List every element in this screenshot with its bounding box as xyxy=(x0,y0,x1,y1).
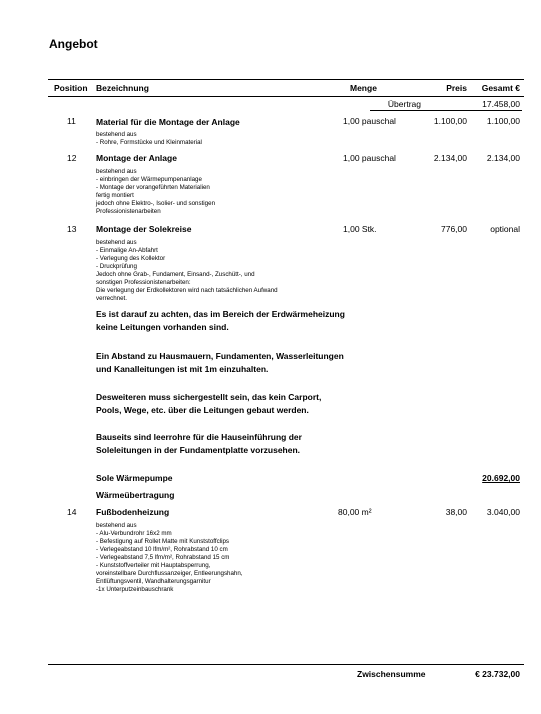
item-total: 1.100,00 xyxy=(486,116,520,126)
item-quantity: 80,00 m² xyxy=(338,507,372,517)
col-header-gesamt: Gesamt € xyxy=(481,83,520,93)
item-desc-line: - Einmalige An-Abfahrt xyxy=(96,247,158,254)
col-header-preis: Preis xyxy=(446,83,467,93)
item-desc-line: - Druckprüfung xyxy=(96,263,137,270)
item-desc-line: Entlüftungsventil, Wandhalterungsgarnitur xyxy=(96,578,211,585)
section-heading: Wärmeübertragung xyxy=(96,490,175,500)
item-desc-line: -1x Unterputzeinbauschrank xyxy=(96,586,174,593)
note-paragraph: Ein Abstand zu Hausmauern, Fundamenten, Wasserleitungen und Kanalleitungen ist mit 1m einzuhalten. xyxy=(96,351,344,374)
col-header-position: Position xyxy=(54,83,88,93)
item-desc-line: fertig montiert xyxy=(96,192,134,199)
uebertrag-label: Übertrag xyxy=(387,99,421,109)
item-desc-line: bestehend aus xyxy=(96,168,137,175)
item-desc-line: - Verlegung des Kollektor xyxy=(96,255,166,262)
item-name: Montage der Solekreise xyxy=(96,224,192,234)
footer-subtotal-value: € 23.732,00 xyxy=(475,669,520,679)
item-desc-line: Professionistenarbeiten xyxy=(96,208,161,215)
item-desc-line: bestehend aus xyxy=(96,131,137,138)
note-paragraph: Es ist darauf zu achten, das im Bereich der Erdwärmeheizung keine Leitungen vorhanden sind. xyxy=(96,309,345,332)
item-desc-line: Jedoch ohne Grab-, Fundament, Einsand-, Zuschütt-, und xyxy=(96,271,255,278)
note-paragraph: Desweiteren muss sichergestellt sein, das kein Carport, Pools, Wege, etc. über die Leitungen gebaut werden. xyxy=(96,392,322,415)
footer-subtotal-label: Zwischensumme xyxy=(357,669,426,679)
item-quantity: 1,00 pauschal xyxy=(343,153,396,163)
item-price: 2.134,00 xyxy=(433,153,467,163)
col-header-bezeichnung: Bezeichnung xyxy=(96,83,149,93)
item-desc-line: bestehend aus xyxy=(96,522,137,529)
item-desc-line: bestehend aus xyxy=(96,239,137,246)
item-total: optional xyxy=(490,224,520,234)
item-name: Material für die Montage der Anlage xyxy=(96,117,240,127)
item-price: 776,00 xyxy=(441,224,467,234)
header-top-rule xyxy=(48,79,524,80)
page-title: Angebot xyxy=(49,37,98,51)
item-name: Montage der Anlage xyxy=(96,153,177,163)
item-desc-line: - einbringen der Wärmepumpenanlage xyxy=(96,176,202,183)
item-price: 1.100,00 xyxy=(433,116,467,126)
item-total: 3.040,00 xyxy=(486,507,520,517)
item-position: 13 xyxy=(67,224,77,234)
subtotal-sole-value: 20.692,00 xyxy=(482,473,520,483)
item-position: 14 xyxy=(67,507,77,517)
item-desc-line: verrechnet. xyxy=(96,295,127,302)
item-quantity: 1,00 pauschal xyxy=(343,116,396,126)
item-desc-line: voreinstellbare Durchflussanzeiger, Entleerungshahn, xyxy=(96,570,243,577)
item-desc-line: - Verlegeabstand 10 lfm/m², Rohrabstand 10 cm xyxy=(96,546,228,553)
item-desc-line: - Verlegeabstand 7,5 lfm/m², Rohrabstand 15 cm xyxy=(96,554,230,561)
subtotal-sole-label: Sole Wärmepumpe xyxy=(96,473,173,483)
header-bottom-rule xyxy=(48,96,524,97)
item-desc-line: - Alu-Verbundrohr 16x2 mm xyxy=(96,530,172,537)
uebertrag-rule xyxy=(370,110,522,111)
item-desc-line: jedoch ohne Elektro-, Isolier- und sonstigen xyxy=(96,200,216,207)
item-desc-line: - Rohre, Formstücke und Kleinmaterial xyxy=(96,139,202,146)
item-desc-line: sonstigen Professionistenarbeiten: xyxy=(96,279,191,286)
footer-rule xyxy=(48,664,524,665)
item-desc-line: - Montage der vorangeführten Materialien xyxy=(96,184,210,191)
item-price: 38,00 xyxy=(445,507,467,517)
item-desc-line: Die verlegung der Erdkollektoren wird nach tatsächlichen Aufwand xyxy=(96,287,278,294)
item-position: 11 xyxy=(67,116,76,126)
item-desc-line: - Befestigung auf Rollet Matte mit Kunststoffclips xyxy=(96,538,229,545)
item-desc-line: - Kunststoffverteiler mit Hauptabsperrung, xyxy=(96,562,211,569)
uebertrag-value: 17.458,00 xyxy=(482,99,520,109)
note-paragraph: Bauseits sind leerrohre für die Hauseinführung der Soleleitungen in der Fundamentplatte vorzusehen. xyxy=(96,432,302,455)
item-quantity: 1,00 Stk. xyxy=(343,224,377,234)
item-total: 2.134,00 xyxy=(486,153,520,163)
col-header-menge: Menge xyxy=(350,83,377,93)
item-name: Fußbodenheizung xyxy=(96,507,170,517)
item-position: 12 xyxy=(67,153,77,163)
